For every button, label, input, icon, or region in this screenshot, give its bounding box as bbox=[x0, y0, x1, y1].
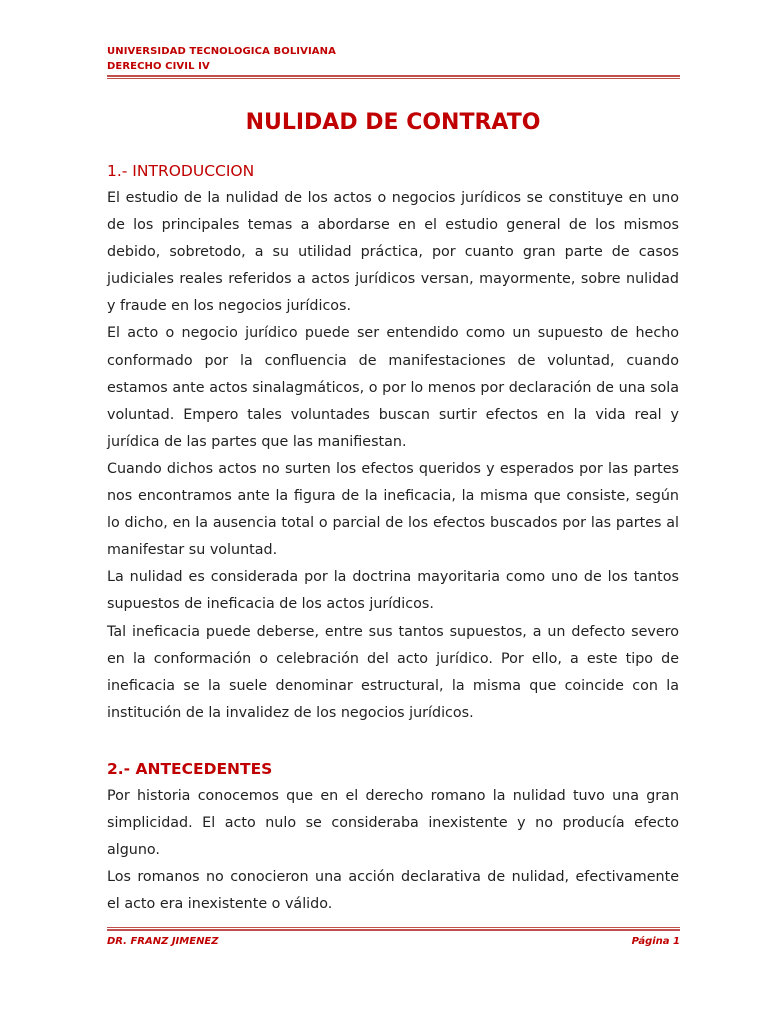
page-header bbox=[107, 44, 679, 74]
header-institution: UNIVERSIDAD TECNOLOGICA BOLIVIANA bbox=[107, 46, 336, 57]
document-title: NULIDAD DE CONTRATO bbox=[245, 110, 541, 135]
paragraph: Por historia conocemos que en el derecho romano la nulidad tuvo una gran simplicidad. El acto nulo se consideraba inexistente y no producía efecto alguno. bbox=[107, 787, 679, 859]
footer-page-number: Página 1 bbox=[631, 936, 680, 947]
paragraph: Los romanos no conocieron una acción declarativa de nulidad, efectivamente el acto era inexistente o válido. bbox=[107, 869, 679, 913]
section-heading-introduccion: 1.- INTRODUCCION bbox=[107, 162, 255, 180]
header-divider bbox=[107, 75, 680, 79]
section-heading-antecedentes: 2.- ANTECEDENTES bbox=[107, 759, 273, 778]
paragraph: El acto o negocio jurídico puede ser entendido como un supuesto de hecho conformado por la confluencia de manifestaciones de voluntad, cuando estamos ante actos sinalagmáticos, o por lo menos por declaración de una sola voluntad. Empero tales voluntades buscan surtir efectos en la vida real y jurídica de las partes que las manifiestan. bbox=[107, 325, 679, 450]
footer-author: DR. FRANZ JIMENEZ bbox=[107, 936, 219, 947]
paragraph: Tal ineficacia puede deberse, entre sus tantos supuestos, a un defecto severo en la conformación o celebración del acto jurídico. Por ello, a este tipo de ineficacia se la suele denominar estructural, la misma que coincide con la institución de la invalidez de los negocios jurídicos. bbox=[107, 623, 679, 721]
paragraph: La nulidad es considerada por la doctrina mayoritaria como uno de los tantos supuestos de ineficacia de los actos jurídicos. bbox=[107, 569, 679, 613]
page-footer bbox=[107, 934, 680, 950]
document-body bbox=[107, 157, 679, 918]
footer-divider bbox=[107, 927, 680, 931]
header-course: DERECHO CIVIL IV bbox=[107, 61, 210, 72]
paragraph: El estudio de la nulidad de los actos o negocios jurídicos se constituye en uno de los principales temas a abordarse en el estudio general de los mismos debido, sobretodo, a su utilidad práctica, por cuanto gran parte de casos judiciales reales referidos a actos jurídicos versan, mayormente, sobre nulidad y fraude en los negocios jurídicos. bbox=[107, 190, 679, 315]
paragraph: Cuando dichos actos no surten los efectos queridos y esperados por las partes nos encontramos ante la figura de la ineficacia, la misma que consiste, según lo dicho, en la ausencia total o parcial de los efectos buscados por las partes al manifestar su voluntad. bbox=[107, 460, 679, 559]
